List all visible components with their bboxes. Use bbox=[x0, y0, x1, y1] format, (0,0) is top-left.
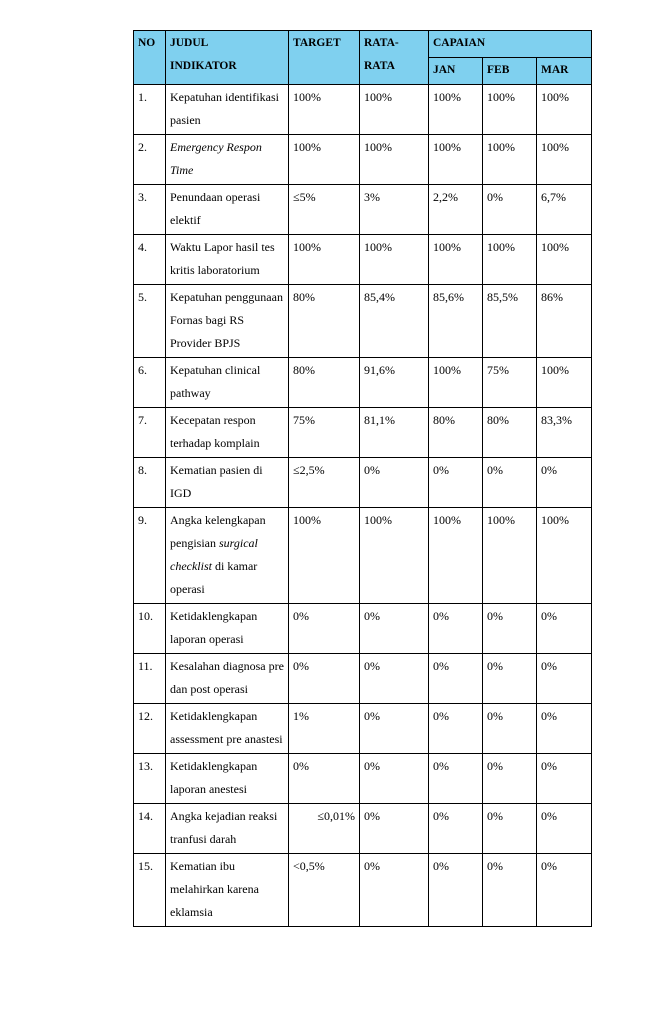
cell-no: 14. bbox=[134, 804, 166, 854]
cell-rata-rata: 0% bbox=[360, 804, 429, 854]
judul-text: Ketidaklengkapan laporan anestesi bbox=[170, 759, 258, 796]
cell-target: ≤5% bbox=[289, 185, 360, 235]
cell-jan: 0% bbox=[429, 458, 483, 508]
cell-mar: 100% bbox=[537, 508, 592, 604]
judul-text: Kesalahan diagnosa pre dan post operasi bbox=[170, 659, 284, 696]
judul-text: Waktu Lapor hasil tes kritis laboratorium bbox=[170, 240, 275, 277]
cell-feb: 85,5% bbox=[483, 285, 537, 358]
judul-text: surgical checklist bbox=[170, 536, 258, 573]
judul-text: Emergency Respon Time bbox=[170, 140, 262, 177]
cell-jan: 100% bbox=[429, 85, 483, 135]
table-row bbox=[134, 754, 592, 804]
cell-jan: 0% bbox=[429, 654, 483, 704]
cell-jan: 80% bbox=[429, 408, 483, 458]
cell-rata-rata: 100% bbox=[360, 135, 429, 185]
cell-mar: 0% bbox=[537, 458, 592, 508]
table-row bbox=[134, 285, 592, 358]
table-row bbox=[134, 508, 592, 604]
cell-mar: 83,3% bbox=[537, 408, 592, 458]
cell-rata-rata: 0% bbox=[360, 754, 429, 804]
cell-judul-indikator bbox=[166, 285, 289, 358]
cell-target: 80% bbox=[289, 358, 360, 408]
cell-no: 7. bbox=[134, 408, 166, 458]
cell-judul-indikator bbox=[166, 654, 289, 704]
cell-target: ≤0,01% bbox=[289, 804, 360, 854]
cell-mar: 0% bbox=[537, 854, 592, 927]
cell-feb: 100% bbox=[483, 508, 537, 604]
table-row bbox=[134, 854, 592, 927]
cell-mar: 100% bbox=[537, 358, 592, 408]
cell-judul-indikator bbox=[166, 508, 289, 604]
cell-target: 0% bbox=[289, 604, 360, 654]
judul-text: Penundaan operasi elektif bbox=[170, 190, 261, 227]
table-row bbox=[134, 408, 592, 458]
cell-judul-indikator bbox=[166, 135, 289, 185]
cell-mar: 0% bbox=[537, 754, 592, 804]
cell-rata-rata: 81,1% bbox=[360, 408, 429, 458]
judul-text: Ketidaklengkapan laporan operasi bbox=[170, 609, 258, 646]
cell-target: 100% bbox=[289, 235, 360, 285]
cell-feb: 80% bbox=[483, 408, 537, 458]
table-row bbox=[134, 235, 592, 285]
header-capaian: CAPAIAN bbox=[429, 31, 592, 58]
cell-target: 0% bbox=[289, 754, 360, 804]
cell-no: 9. bbox=[134, 508, 166, 604]
cell-judul-indikator bbox=[166, 358, 289, 408]
cell-rata-rata: 100% bbox=[360, 508, 429, 604]
cell-mar: 0% bbox=[537, 704, 592, 754]
judul-text: Kematian pasien di IGD bbox=[170, 463, 263, 500]
cell-no: 12. bbox=[134, 704, 166, 754]
cell-jan: 100% bbox=[429, 235, 483, 285]
table-row bbox=[134, 704, 592, 754]
cell-mar: 0% bbox=[537, 654, 592, 704]
cell-jan: 85,6% bbox=[429, 285, 483, 358]
cell-feb: 100% bbox=[483, 85, 537, 135]
cell-target: 0% bbox=[289, 654, 360, 704]
cell-no: 6. bbox=[134, 358, 166, 408]
cell-rata-rata: 91,6% bbox=[360, 358, 429, 408]
judul-text: Ketidaklengkapan assessment pre anastesi bbox=[170, 709, 283, 746]
cell-judul-indikator bbox=[166, 458, 289, 508]
cell-judul-indikator bbox=[166, 854, 289, 927]
cell-no: 4. bbox=[134, 235, 166, 285]
table-row bbox=[134, 135, 592, 185]
table-row bbox=[134, 85, 592, 135]
cell-jan: 0% bbox=[429, 604, 483, 654]
table-row bbox=[134, 804, 592, 854]
header-rata-rata bbox=[360, 31, 429, 85]
cell-feb: 0% bbox=[483, 854, 537, 927]
cell-judul-indikator bbox=[166, 754, 289, 804]
table-row bbox=[134, 185, 592, 235]
cell-target: 75% bbox=[289, 408, 360, 458]
cell-feb: 0% bbox=[483, 754, 537, 804]
cell-judul-indikator bbox=[166, 704, 289, 754]
cell-judul-indikator bbox=[166, 604, 289, 654]
cell-no: 1. bbox=[134, 85, 166, 135]
cell-feb: 0% bbox=[483, 458, 537, 508]
cell-jan: 0% bbox=[429, 804, 483, 854]
cell-no: 8. bbox=[134, 458, 166, 508]
cell-target: 100% bbox=[289, 85, 360, 135]
cell-mar: 0% bbox=[537, 604, 592, 654]
cell-no: 11. bbox=[134, 654, 166, 704]
cell-feb: 75% bbox=[483, 358, 537, 408]
cell-no: 3. bbox=[134, 185, 166, 235]
cell-mar: 86% bbox=[537, 285, 592, 358]
cell-no: 13. bbox=[134, 754, 166, 804]
cell-no: 15. bbox=[134, 854, 166, 927]
cell-rata-rata: 100% bbox=[360, 235, 429, 285]
cell-feb: 0% bbox=[483, 704, 537, 754]
cell-judul-indikator bbox=[166, 185, 289, 235]
indicator-table bbox=[133, 30, 592, 927]
header-jan: JAN bbox=[429, 58, 483, 85]
cell-mar: 100% bbox=[537, 85, 592, 135]
cell-rata-rata: 0% bbox=[360, 604, 429, 654]
judul-text: Angka kelengkapan pengisian bbox=[170, 513, 266, 550]
header-target: TARGET bbox=[289, 31, 360, 85]
table-row bbox=[134, 458, 592, 508]
table-row bbox=[134, 358, 592, 408]
judul-text: Kepatuhan identifikasi pasien bbox=[170, 90, 279, 127]
cell-mar: 6,7% bbox=[537, 185, 592, 235]
table-body bbox=[134, 85, 592, 927]
cell-feb: 100% bbox=[483, 135, 537, 185]
cell-target: 100% bbox=[289, 135, 360, 185]
cell-jan: 2,2% bbox=[429, 185, 483, 235]
cell-jan: 100% bbox=[429, 135, 483, 185]
cell-feb: 100% bbox=[483, 235, 537, 285]
cell-target: 100% bbox=[289, 508, 360, 604]
cell-judul-indikator bbox=[166, 85, 289, 135]
cell-jan: 100% bbox=[429, 358, 483, 408]
cell-feb: 0% bbox=[483, 604, 537, 654]
cell-jan: 100% bbox=[429, 508, 483, 604]
judul-text: Angka kejadian reaksi tranfusi darah bbox=[170, 809, 278, 846]
cell-rata-rata: 0% bbox=[360, 654, 429, 704]
cell-rata-rata: 3% bbox=[360, 185, 429, 235]
header-rata-line1: RATA- bbox=[364, 37, 399, 49]
cell-feb: 0% bbox=[483, 654, 537, 704]
cell-rata-rata: 85,4% bbox=[360, 285, 429, 358]
header-feb: FEB bbox=[483, 58, 537, 85]
cell-rata-rata: 100% bbox=[360, 85, 429, 135]
header-row-1 bbox=[134, 31, 592, 58]
judul-text: Kecepatan respon terhadap komplain bbox=[170, 413, 260, 450]
cell-rata-rata: 0% bbox=[360, 854, 429, 927]
header-judul-line2: INDIKATOR bbox=[170, 60, 237, 72]
header-no: NO bbox=[134, 31, 166, 85]
cell-jan: 0% bbox=[429, 854, 483, 927]
table-row bbox=[134, 654, 592, 704]
cell-jan: 0% bbox=[429, 754, 483, 804]
judul-text: Kematian ibu melahirkan karena eklamsia bbox=[170, 859, 259, 919]
cell-mar: 0% bbox=[537, 804, 592, 854]
cell-target: <0,5% bbox=[289, 854, 360, 927]
cell-rata-rata: 0% bbox=[360, 458, 429, 508]
cell-target: 80% bbox=[289, 285, 360, 358]
cell-mar: 100% bbox=[537, 135, 592, 185]
cell-feb: 0% bbox=[483, 185, 537, 235]
header-judul-line1: JUDUL bbox=[170, 37, 209, 49]
header-mar: MAR bbox=[537, 58, 592, 85]
judul-text: Kepatuhan penggunaan Fornas bagi RS Provider BPJS bbox=[170, 290, 283, 350]
cell-judul-indikator bbox=[166, 804, 289, 854]
cell-mar: 100% bbox=[537, 235, 592, 285]
cell-judul-indikator bbox=[166, 235, 289, 285]
judul-text: di kamar operasi bbox=[170, 559, 258, 596]
cell-rata-rata: 0% bbox=[360, 704, 429, 754]
cell-judul-indikator bbox=[166, 408, 289, 458]
cell-no: 5. bbox=[134, 285, 166, 358]
cell-target: 1% bbox=[289, 704, 360, 754]
cell-no: 10. bbox=[134, 604, 166, 654]
header-rata-line2: RATA bbox=[364, 60, 395, 72]
table-row bbox=[134, 604, 592, 654]
cell-no: 2. bbox=[134, 135, 166, 185]
cell-feb: 0% bbox=[483, 804, 537, 854]
cell-jan: 0% bbox=[429, 704, 483, 754]
header-judul-indikator bbox=[166, 31, 289, 85]
judul-text: Kepatuhan clinical pathway bbox=[170, 363, 261, 400]
cell-target: ≤2,5% bbox=[289, 458, 360, 508]
